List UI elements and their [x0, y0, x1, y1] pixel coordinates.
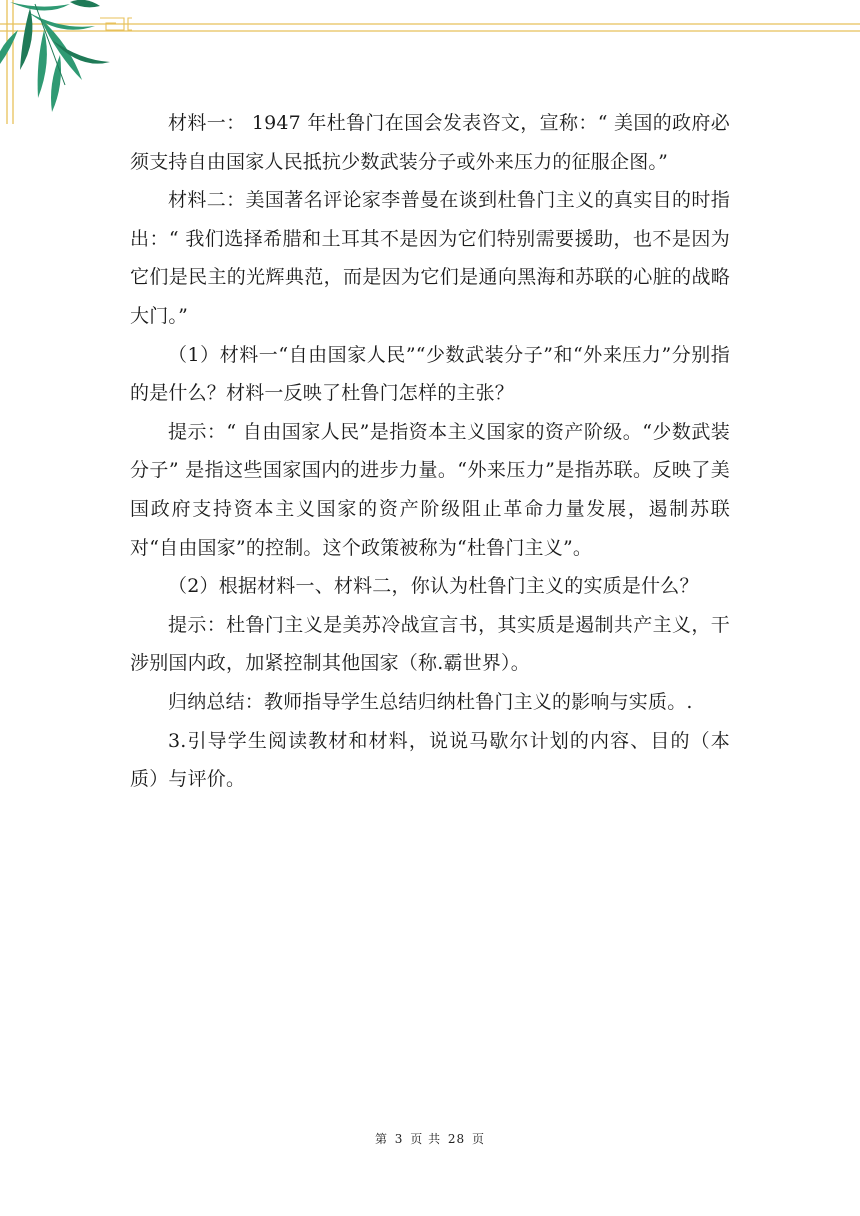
hint-two-paragraph: 提示：杜鲁门主义是美苏冷战宣言书，其实质是遏制共产主义，干涉别国内政，加紧控制其他国家（称.霸世界）。	[130, 613, 730, 675]
hint-one-paragraph: 提示：“ 自由国家人民”是指资本主义国家的资产阶级。“少数武装分子” 是指这些国家国内的进步力量。“外来压力”是指苏联。反映了美国政府支持资本主义国家的资产阶级阻止革命力量发展，遏制苏联对“自由国家”的控制。这个政策被称为“杜鲁门主义”。	[130, 420, 730, 559]
instruction-paragraph: 3.引导学生阅读教材和材料，说说马歇尔计划的内容、目的（本质）与评价。	[130, 729, 730, 791]
question-one-paragraph: （1）材料一“自由国家人民”“少数武装分子”和“外来压力”分别指的是什么？材料一反映了杜鲁门怎样的主张？	[130, 343, 730, 405]
material-two-paragraph: 材料二：美国著名评论家李普曼在谈到杜鲁门主义的真实目的时指出：“ 我们选择希腊和土耳其不是因为它们特别需要援助，也不是因为它们是民主的光辉典范，而是因为它们是通向黑海和苏联的心脏的战略大门。”	[130, 189, 730, 327]
bamboo-leaves-icon	[0, 0, 110, 112]
footer-total-pages: 28	[447, 1132, 466, 1146]
material-one-paragraph: 材料一： 1947 年杜鲁门在国会发表咨文，宣称：“ 美国的政府必须支持自由国家人民抵抗少数武装分子或外来压力的征服企图。”	[130, 112, 730, 173]
footer-page-number: 3	[394, 1132, 404, 1146]
document-body	[130, 104, 730, 799]
footer-prefix: 第	[374, 1132, 388, 1146]
footer-suffix: 页	[472, 1132, 486, 1146]
page-footer	[0, 1130, 860, 1147]
summary-paragraph: 归纳总结：教师指导学生总结归纳杜鲁门主义的影响与实质。.	[168, 690, 693, 713]
question-two-paragraph: （2）根据材料一、材料二，你认为杜鲁门主义的实质是什么？	[168, 575, 699, 598]
footer-middle: 页 共	[410, 1132, 442, 1146]
